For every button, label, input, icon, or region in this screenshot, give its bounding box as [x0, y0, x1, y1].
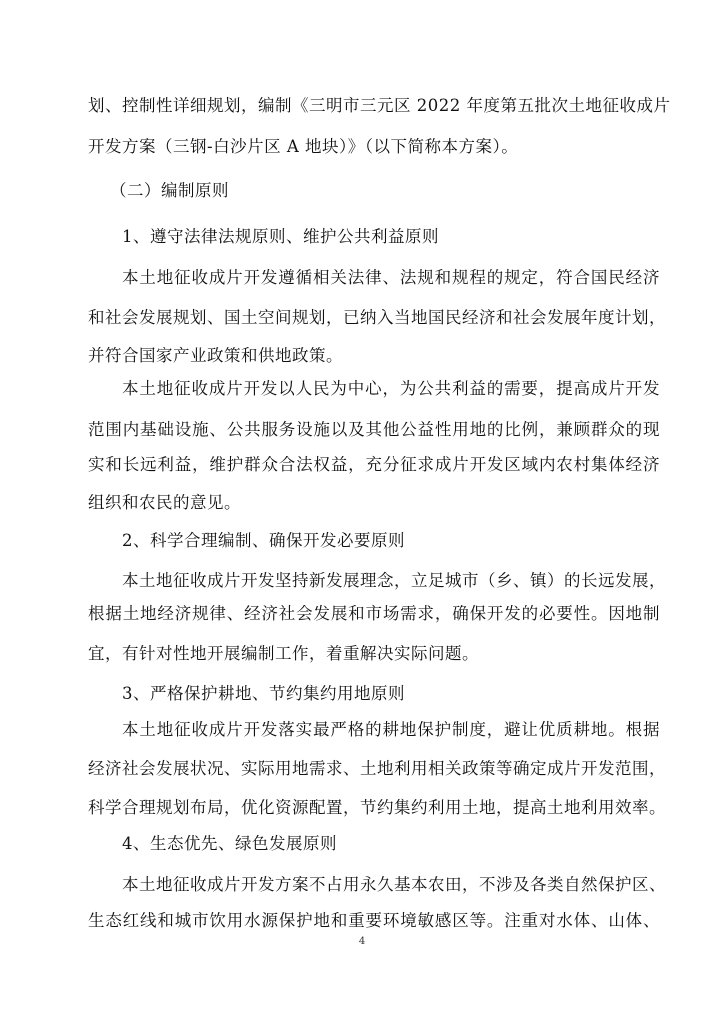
subsection-heading: 2、科学合理编制、确保开发必要原则 — [122, 531, 405, 550]
body-text-line: 开发方案（三钢-白沙片区 A 地块）》（以下简称本方案）。 — [88, 137, 519, 156]
subsection-heading: 3、严格保护耕地、节约集约用地原则 — [122, 684, 405, 703]
body-text-line: 和社会发展规划、国土空间规划，已纳入当地国民经济和社会发展年度计划， — [88, 308, 666, 327]
body-text-line: 科学合理规划布局，优化资源配置，节约集约利用土地，提高土地利用效率。 — [88, 798, 666, 817]
body-text-line: 组织和农民的意见。 — [88, 493, 241, 512]
body-text-line: 本土地征收成片开发落实最严格的耕地保护制度，避让优质耕地。根据 — [122, 720, 660, 739]
body-text-line: 经济社会发展状况、实际用地需求、土地利用相关政策等确定成片开发范围， — [88, 759, 666, 778]
body-text-line: 实和长远利益，维护群众合法权益，充分征求成片开发区域内农村集体经济 — [88, 455, 660, 474]
body-text-line: 根据土地经济规律、经济社会发展和市场需求，确保开发的必要性。因地制 — [88, 604, 660, 623]
body-text-line: 并符合国家产业政策和供地政策。 — [88, 346, 343, 365]
page-number: 4 — [358, 936, 366, 947]
body-text-line: 划、控制性详细规划，编制《三明市三元区 2022 年度第五批次土地征收成片 — [88, 96, 671, 115]
body-text-line: 生态红线和城市饮用水源保护地和重要环境敏感区等。注重对水体、山体、 — [88, 911, 660, 930]
body-text-line: 本土地征收成片开发坚持新发展理念，立足城市（乡、镇）的长远发展， — [122, 571, 666, 590]
body-text-line: 本土地征收成片开发以人民为中心，为公共利益的需要，提高成片开发 — [122, 379, 660, 398]
subsection-heading: 1、遵守法律法规原则、维护公共利益原则 — [122, 227, 439, 246]
body-text-line: 本土地征收成片开发方案不占用永久基本农田，不涉及各类自然保护区、 — [122, 875, 666, 894]
subsection-heading: 4、生态优先、绿色发展原则 — [122, 834, 337, 853]
section-heading: （二）编制原则 — [110, 181, 229, 200]
body-text-line: 宜，有针对性地开展编制工作，着重解决实际问题。 — [88, 644, 479, 663]
body-text-line: 范围内基础设施、公共服务设施以及其他公益性用地的比例，兼顾群众的现 — [88, 420, 660, 439]
body-text-line: 本土地征收成片开发遵循相关法律、法规和规程的规定，符合国民经济 — [122, 268, 660, 287]
